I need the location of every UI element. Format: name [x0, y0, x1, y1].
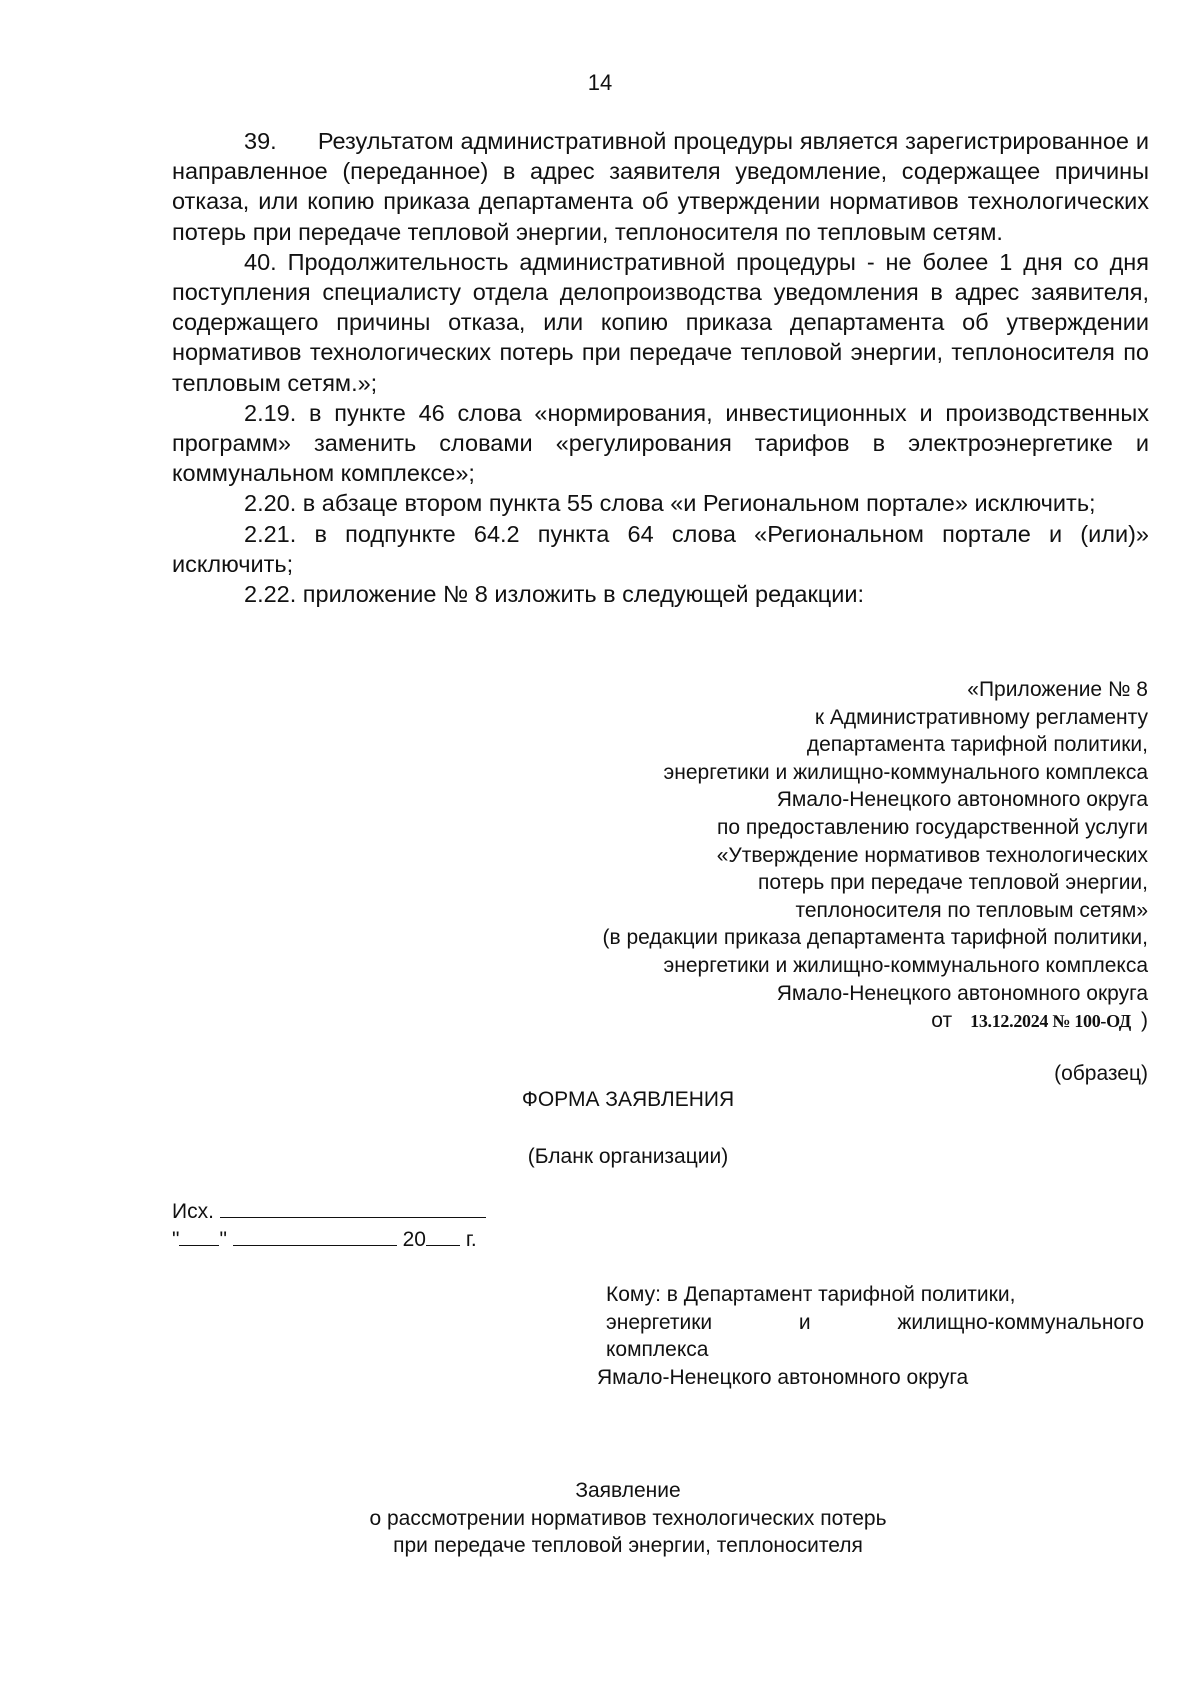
document-body [172, 126, 1149, 609]
paragraph-2-22: 2.22. приложение № 8 изложить в следующей редакции: [244, 581, 864, 608]
addressee-line: Ямало-Ненецкого автономного округа [597, 1365, 969, 1389]
addressee-block [597, 1281, 1144, 1391]
appendix-line: теплоносителя по тепловым сетям» [795, 898, 1148, 922]
paragraph-39: 39. Результатом административной процедуры является зарегистрированное и направленное (переданное) в адрес заявителя уведомление, содержащее причины отказа, или копию приказа департамента об утверждении нормативов технологических потерь при передаче тепловой энергии, теплоносителя по тепловым сетям. [172, 128, 1149, 245]
paragraph-2-20: 2.20. в абзаце втором пункта 55 слова «и Региональном портале» исключить; [244, 490, 1096, 517]
statement-title: Заявление [575, 1479, 681, 1502]
outgoing-label: Исх. [172, 1200, 214, 1223]
outgoing-block [172, 1198, 486, 1254]
statement-subtitle-line: о рассмотрении нормативов технологических потерь [369, 1506, 887, 1530]
appendix-line: Ямало-Ненецкого автономного округа [776, 788, 1148, 812]
year-blank [426, 1227, 460, 1246]
quote-close: " [219, 1228, 227, 1251]
day-blank [179, 1227, 219, 1246]
order-date-line [603, 1007, 1148, 1036]
order-date-suffix: ) [1141, 1009, 1148, 1033]
year-prefix: 20 [402, 1228, 426, 1251]
outgoing-number-line [172, 1198, 486, 1226]
statement-heading [0, 1477, 1200, 1560]
letterhead-label: (Бланк организации) [527, 1145, 729, 1168]
addressee-line: Кому: в Департамент тарифной политики, [606, 1283, 1016, 1306]
appendix-line: «Утверждение нормативов технологических [716, 843, 1148, 867]
appendix-line: потерь при передаче тепловой энергии, [758, 871, 1148, 895]
sample-label: (образец) [1054, 1062, 1148, 1085]
order-number: 13.12.2024 № 100-ОД [970, 1011, 1131, 1032]
page-number: 14 [587, 70, 613, 95]
appendix-line: (в редакции приказа департамента тарифной политики, [602, 926, 1148, 950]
appendix-line: «Приложение № 8 [967, 678, 1148, 701]
addressee-line: энергетики и жилищно-коммунального [606, 1310, 1144, 1334]
appendix-line: энергетики и жилищно-коммунального комплекса [663, 760, 1148, 784]
paragraph-2-19: 2.19. в пункте 46 слова «нормирования, инвестиционных и производственных программ» заменить словами «регулирования тарифов в электроэнергетике и коммунальном комплексе»; [172, 399, 1149, 487]
appendix-line: Ямало-Ненецкого автономного округа [776, 981, 1148, 1005]
order-date-prefix: от [931, 1009, 953, 1033]
paragraph-40: 40. Продолжительность административной процедуры - не более 1 дня со дня поступления специалисту отдела делопроизводства уведомления в адрес заявителя, содержащего причины отказа, или копию приказа департамента об утверждении нормативов технологических потерь при передаче тепловой энергии, теплоносителя по тепловым сетям.»; [172, 248, 1149, 396]
paragraph-2-21: 2.21. в подпункте 64.2 пункта 64 слова «Региональном портале и (или)» исключить; [172, 520, 1149, 577]
statement-subtitle-line: при передаче тепловой энергии, теплоносителя [393, 1534, 863, 1558]
month-blank [233, 1227, 397, 1246]
appendix-line: энергетики и жилищно-коммунального комплекса [663, 953, 1148, 977]
appendix-line: департамента тарифной политики, [806, 733, 1148, 757]
appendix-line: по предоставлению государственной услуги [716, 815, 1148, 839]
outgoing-number-blank [220, 1199, 486, 1218]
addressee-line: комплекса [606, 1338, 709, 1362]
year-suffix: г. [465, 1228, 477, 1251]
outgoing-date-line [172, 1226, 486, 1254]
form-title: ФОРМА ЗАЯВЛЕНИЯ [521, 1088, 735, 1111]
appendix-header [603, 676, 1148, 1036]
appendix-line: к Административному регламенту [814, 705, 1148, 729]
quote-open: " [172, 1228, 180, 1251]
